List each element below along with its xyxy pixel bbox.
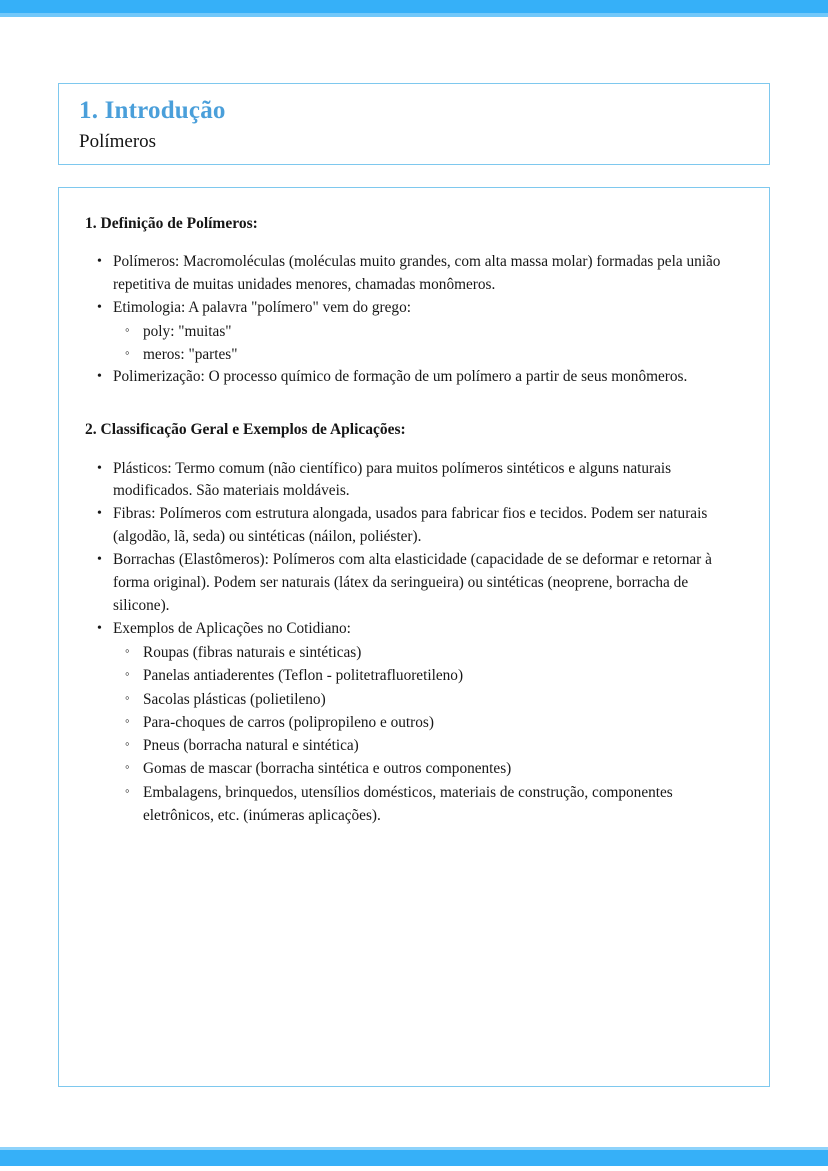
list-item (85, 503, 747, 549)
list-item (85, 618, 747, 827)
list-item-text: • Plásticos: Termo comum (não científico) para muitos polímeros sintéticos e alguns naturais modificados. São materiais moldáveis. (113, 458, 747, 504)
sub-list-item: ◦ meros: "partes" (113, 343, 747, 366)
slide-body-card (58, 187, 770, 1087)
list-item-text: • Polimerização: O processo químico de formação de um polímero a partir de seus monômeros. (113, 366, 747, 389)
sub-list-item: ◦ Para-choques de carros (polipropileno e outros) (113, 711, 747, 734)
page-bottom-accent-bar (0, 1150, 828, 1166)
sub-bullet-list (113, 641, 747, 827)
list-item (85, 366, 747, 389)
section-heading: 1. Definição de Polímeros: (85, 215, 258, 232)
page-top-accent-bar (0, 0, 828, 13)
slide-header-card (58, 83, 770, 165)
list-item-text: • Polímeros: Macromoléculas (moléculas muito grandes, com alta massa molar) formadas pela união repetitiva de muitas unidades menores, chamadas monômeros. (113, 251, 747, 297)
page-top-accent-bar-highlight (0, 13, 828, 17)
sub-list-item: ◦ Gomas de mascar (borracha sintética e outros componentes) (113, 757, 747, 780)
list-item (85, 251, 747, 297)
sub-list-item: ◦ Sacolas plásticas (polietileno) (113, 688, 747, 711)
sub-list-item: ◦ Roupas (fibras naturais e sintéticas) (113, 641, 747, 664)
list-item-text: • Borrachas (Elastômeros): Polímeros com alta elasticidade (capacidade de se deformar e retornar à forma original). Podem ser naturais (látex da seringueira) ou sintéticas (neoprene, borracha de silicone). (113, 549, 747, 618)
list-item (85, 297, 747, 366)
sub-list-item: ◦ Embalagens, brinquedos, utensílios domésticos, materiais de construção, componentes eletrônicos, etc. (inúmeras aplicações). (113, 781, 747, 828)
sub-list-item: ◦ Panelas antiaderentes (Teflon - politetrafluoretileno) (113, 664, 747, 687)
sub-list-item: ◦ poly: "muitas" (113, 320, 747, 343)
list-item-text: • Fibras: Polímeros com estrutura alongada, usados para fabricar fios e tecidos. Podem ser naturais (algodão, lã, seda) ou sintéticas (náilon, poliéster). (113, 503, 747, 549)
list-item (85, 549, 747, 618)
page-subtitle: Polímeros (79, 130, 157, 152)
list-item-text: • Etimologia: A palavra "polímero" vem do grego: (113, 297, 747, 320)
bullet-list (85, 458, 747, 828)
bullet-list (85, 251, 747, 389)
sections-container (85, 214, 747, 827)
sub-list-item: ◦ Pneus (borracha natural e sintética) (113, 734, 747, 757)
section-heading: 2. Classificação Geral e Exemplos de Aplicações: (85, 421, 406, 439)
sub-bullet-list (113, 320, 747, 367)
page-title: 1. Introdução (79, 97, 226, 124)
list-item-text: • Exemplos de Aplicações no Cotidiano: (113, 618, 747, 641)
list-item (85, 458, 747, 504)
